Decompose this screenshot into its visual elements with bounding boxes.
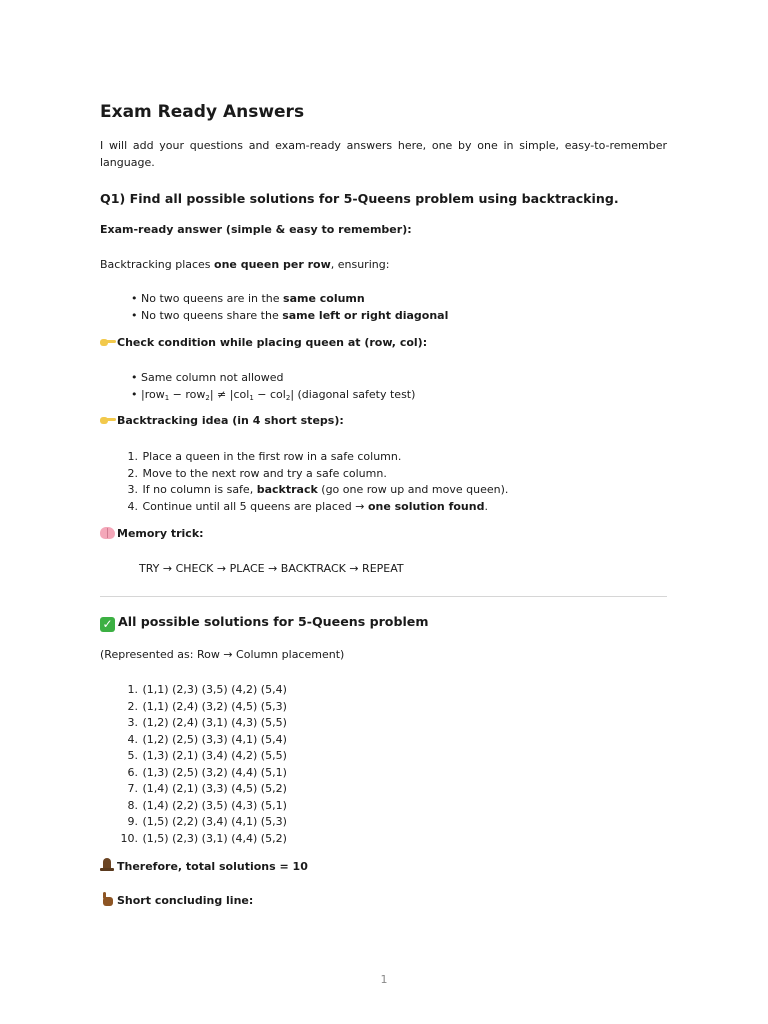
steps-list <box>100 449 520 515</box>
total-text: Therefore, total solutions = 10 <box>117 860 308 873</box>
memory-label-text: Memory trick: <box>117 527 204 540</box>
pointing-hand-icon <box>100 414 116 425</box>
solution-number: 6. <box>127 765 138 779</box>
pointing-hand-icon <box>100 336 116 347</box>
step-text: (go one row up and move queen). <box>317 483 509 496</box>
bt-pre: Backtracking places <box>100 258 215 271</box>
formula-sub: 2 <box>285 393 291 402</box>
list-item <box>131 308 448 325</box>
formula-part: − row <box>169 387 206 401</box>
solution-value: (1,3) (2,5) (3,2) (4,4) (5,1) <box>142 765 287 779</box>
solution-value: (1,1) (2,4) (3,2) (4,5) (5,3) <box>142 699 287 713</box>
rule-text: • No two queens share the <box>131 308 283 322</box>
solution-number: 5. <box>127 749 138 762</box>
formula-part: | ≠ |col <box>209 387 250 401</box>
backtracking-intro <box>100 258 389 271</box>
step-bold: backtrack <box>256 483 318 496</box>
step-bold: one solution found <box>367 499 485 513</box>
solution-number: 10. <box>120 831 138 845</box>
solution-number: 4. <box>127 732 138 746</box>
solution-value: (1,5) (2,2) (3,4) (4,1) (5,3) <box>142 815 287 828</box>
list-item <box>100 814 520 831</box>
rule-text: • No two queens are in the <box>131 292 284 305</box>
solutions-heading <box>100 614 428 632</box>
list-item <box>100 682 520 699</box>
check-condition-text: Check condition while placing queen at (row, col): <box>117 336 428 349</box>
step-text: . <box>484 499 488 513</box>
list-item <box>131 387 415 407</box>
solutions-list <box>100 682 520 847</box>
concluding-label <box>100 892 253 907</box>
represented-note: (Represented as: Row → Column placement) <box>100 648 345 661</box>
solution-value: (1,4) (2,1) (3,3) (4,5) (5,2) <box>142 782 287 795</box>
pointing-up-hand-icon <box>100 892 115 906</box>
idea-text: Backtracking idea (in 4 short steps): <box>117 414 344 427</box>
formula-part: • |row <box>131 387 165 401</box>
bell-icon <box>100 858 114 872</box>
bt-bold: one queen per row <box>214 258 331 271</box>
page-title: Exam Ready Answers <box>100 102 305 122</box>
question-heading: Q1) Find all possible solutions for 5-Queens problem using backtracking. <box>100 191 619 206</box>
answer-label: Exam-ready answer (simple & easy to remember): <box>100 223 412 236</box>
list-item <box>100 798 520 815</box>
solution-value: (1,2) (2,4) (3,1) (4,3) (5,5) <box>142 716 287 729</box>
rule-bold: same column <box>283 292 365 305</box>
list-item <box>131 291 448 308</box>
check-list <box>131 370 415 406</box>
solution-value: (1,1) (2,3) (3,5) (4,2) (5,4) <box>142 683 287 696</box>
solution-number: 8. <box>127 798 138 812</box>
brain-icon <box>100 527 115 539</box>
list-item <box>100 831 520 848</box>
list-item <box>100 732 520 749</box>
rule-bold: same left or right diagonal <box>282 308 449 322</box>
formula-sub: 1 <box>249 393 254 402</box>
formula-sub: 2 <box>205 393 210 402</box>
step-text: Place a queen in the first row in a safe column. <box>142 450 402 463</box>
concluding-text: Short concluding line: <box>117 894 254 907</box>
solution-number: 2. <box>127 699 138 713</box>
list-item <box>100 699 520 716</box>
intro-paragraph: I will add your questions and exam-ready answers here, one by one in simple, easy-to-remember language. <box>100 139 667 169</box>
list-item <box>100 466 520 483</box>
step-number: 2. <box>127 466 138 480</box>
solutions-heading-text: All possible solutions for 5-Queens problem <box>118 614 429 629</box>
list-item <box>100 781 520 798</box>
step-text: If no column is safe, <box>142 483 257 496</box>
memory-trick-text: TRY → CHECK → PLACE → BACKTRACK → REPEAT <box>139 562 404 575</box>
check-condition-label <box>100 336 427 349</box>
solution-value: (1,2) (2,5) (3,3) (4,1) (5,4) <box>142 732 287 746</box>
backtracking-idea-label <box>100 414 344 427</box>
solution-number: 1. <box>127 683 138 696</box>
list-item <box>100 765 520 782</box>
page-number: 1 <box>380 973 388 986</box>
solution-number: 9. <box>127 815 138 828</box>
solution-value: (1,5) (2,3) (3,1) (4,4) (5,2) <box>142 831 287 845</box>
solution-value: (1,4) (2,2) (3,5) (4,3) (5,1) <box>142 798 287 812</box>
rules-list <box>131 291 448 324</box>
step-text: Move to the next row and try a safe column. <box>142 466 387 480</box>
section-divider <box>100 596 667 597</box>
step-text: Continue until all 5 queens are placed → <box>142 499 368 513</box>
solution-value: (1,3) (2,1) (3,4) (4,2) (5,5) <box>142 749 287 762</box>
list-item <box>100 715 520 732</box>
list-item <box>100 499 520 516</box>
memory-trick-label <box>100 527 204 540</box>
list-item <box>100 482 520 499</box>
list-item <box>100 449 520 466</box>
step-number: 3. <box>127 483 138 496</box>
check-mark-button-icon: ✓ <box>100 617 115 632</box>
step-number: 1. <box>127 450 138 463</box>
step-number: 4. <box>127 499 138 513</box>
solution-number: 3. <box>127 716 138 729</box>
list-item: • Same column not allowed <box>131 371 284 384</box>
formula-sub: 1 <box>164 393 170 402</box>
formula-part: − col <box>253 387 286 401</box>
formula-part: | (diagonal safety test) <box>290 387 416 401</box>
bt-post: , ensuring: <box>330 258 390 271</box>
total-solutions <box>100 858 308 873</box>
solution-number: 7. <box>127 782 138 795</box>
list-item <box>100 748 520 765</box>
